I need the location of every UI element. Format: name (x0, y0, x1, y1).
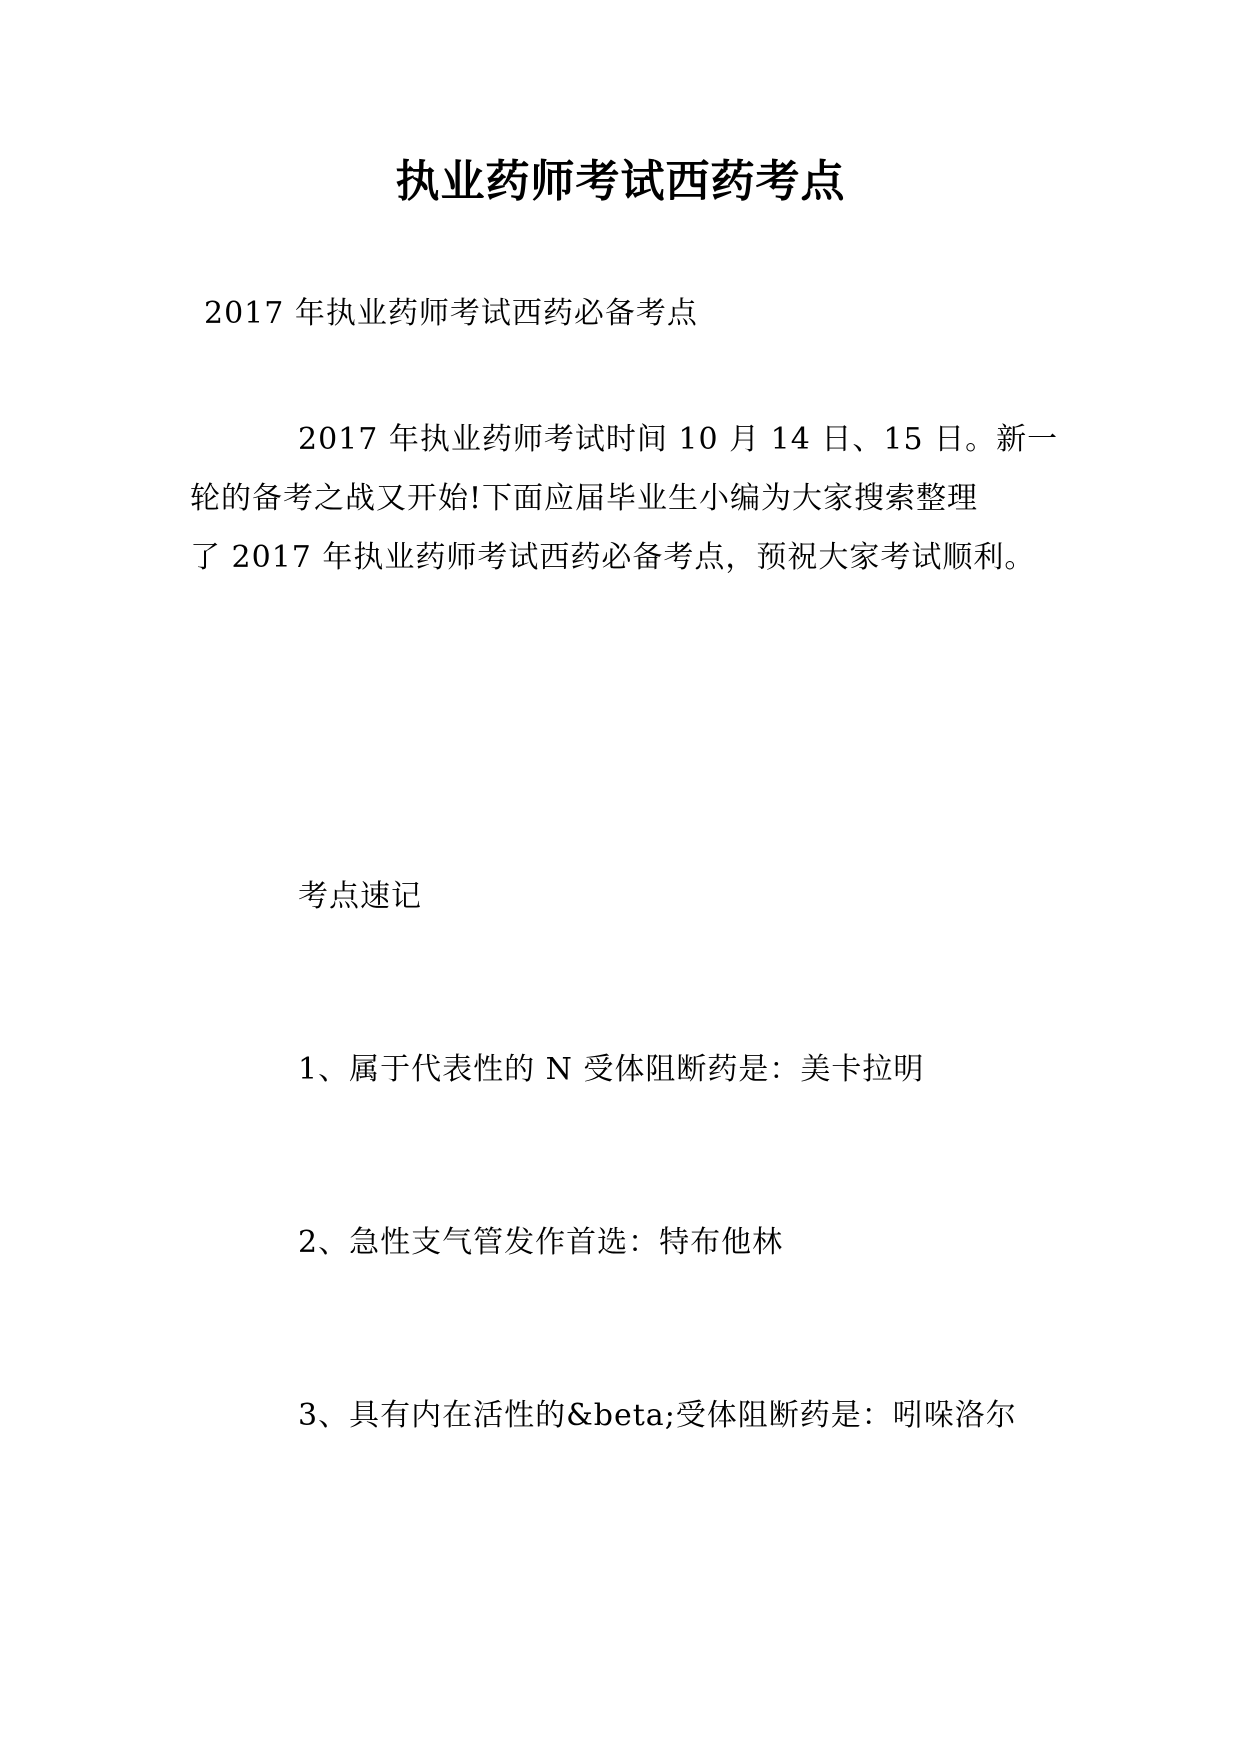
point-item: 3、具有内在活性的&beta;受体阻断药是：吲哚洛尔 (298, 1398, 1017, 1433)
point-item: 2、急性支气管发作首选：特布他林 (298, 1225, 784, 1260)
intro-paragraph (190, 410, 1070, 587)
section-heading: 考点速记 (298, 879, 422, 914)
document-subtitle: 2017 年执业药师考试西药必备考点 (204, 296, 698, 331)
intro-line: 2017 年执业药师考试时间 10 月 14 日、15 日。新一 (298, 422, 1059, 457)
intro-line: 轮的备考之战又开始!下面应届毕业生小编为大家搜索整理 (190, 481, 979, 516)
point-item: 1、属于代表性的 N 受体阻断药是：美卡拉明 (298, 1052, 925, 1087)
document-title: 执业药师考试西药考点 (395, 156, 846, 207)
intro-line: 了 2017 年执业药师考试西药必备考点，预祝大家考试顺利。 (190, 540, 1036, 575)
